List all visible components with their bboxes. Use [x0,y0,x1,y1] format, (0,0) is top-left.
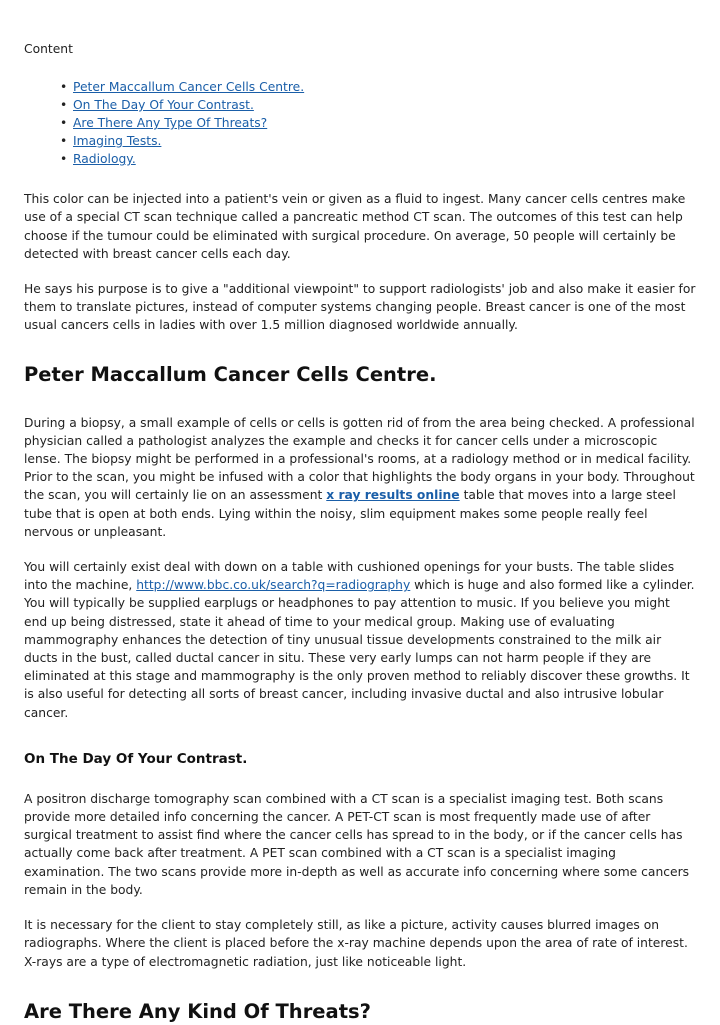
section-heading-threats: Are There Any Kind Of Threats? [24,999,371,1023]
section-heading-peter-maccallum: Peter Maccallum Cancer Cells Centre. [24,362,437,386]
section1-paragraph-2 [24,558,696,722]
intro-paragraph-2: He says his purpose is to give a "additional viewpoint" to support radiologists' job and also make it easier for them to translate pictures, instead of computer systems changing people. Breast cancer is one of the most usual cancers cells in ladies with over 1.5 million diagnosed worldwide annually. [24,282,696,333]
toc-item [60,96,696,114]
paragraph-text: During a biopsy, a small example of cells or cells is gotten rid of from the area being checked. A professional physician called a pathologist analyzes the example and checks it for cancer cells under a microscopic lense. The biopsy might be performed in a professional's rooms, at a radiology method or in medical facility. Prior to the scan, you might be infused with a color that highlights the body organs in your body. Throughout the scan, you will certainly lie on an assessment [24,415,695,503]
toc-item [60,78,696,96]
section2-paragraph-2: It is necessary for the client to stay completely still, as like a picture, activity causes blurred images on radiographs. Where the client is placed before the x-ray machine depends upon the area of rate of interest. X-rays are a type of electromagnetic radiation, just like noticeable light. [24,918,688,969]
paragraph-text: table that moves into a large steel tube that is open at both ends. Lying within the noisy, slim equipment makes some people really feel nervous or unpleasant. [24,488,676,539]
toc-item [60,114,696,132]
toc-link-peter-maccallum[interactable]: Peter Maccallum Cancer Cells Centre. [73,80,305,95]
section1-paragraph-1 [24,414,696,541]
intro-paragraph-1: This color can be injected into a patient's vein or given as a fluid to ingest. Many cancer cells centres make use of a special CT scan technique called a pancreatic method CT scan. The outcomes of this test can help choose if the tumour could be eliminated with surgical procedure. On average, 50 people will certainly be detected with breast cancer cells each day. [24,192,686,261]
section2-paragraph-1: A positron discharge tomography scan combined with a CT scan is a specialist imaging test. Both scans provide more detailed info concerning the cancer. A PET-CT scan is most frequently made use of after surgical treatment to assist find where the cancer cells has spread to in the body, or if the cancer cells has actually come back after treatment. A PET scan combined with a CT scan is a specialist imaging examination. The two scans provide more in-depth as well as accurate info concerning where some cancers remain in the body. [24,791,690,897]
paragraph-text: which is huge and also formed like a cylinder. You will typically be supplied earplugs or headphones to pay attention to music. If you believe you might end up being distressed, state it ahead of time to your medical group. Making use of evaluating mammography enhances the detection of tiny unusual tissue developments constrained to the milk air ducts in the bust, called ductal cancer in situ. These very early lumps can not harm people if they are eliminated at this stage and mammography is the only proven method to reliably discover these growths. It is also useful for detecting all sorts of breast cancer, including invasive ductal and also intrusive lobular cancer. [24,578,695,720]
x-ray-results-link[interactable]: x ray results online [326,488,460,503]
paragraph-text: You will certainly exist deal with down on a table with cushioned openings for your busts. The table slides into the machine, [24,560,675,593]
toc-link-radiology[interactable]: Radiology. [73,152,136,167]
toc-link-threats[interactable]: Are There Any Type Of Threats? [73,116,268,131]
bbc-search-link[interactable]: http://www.bbc.co.uk/search?q=radiography [136,578,411,593]
toc-item [60,150,696,168]
toc-item [60,132,696,150]
toc-title: Content [24,42,73,56]
toc-link-day-of-contrast[interactable]: On The Day Of Your Contrast. [73,98,254,113]
section-heading-day-of-contrast: On The Day Of Your Contrast. [24,750,248,767]
table-of-contents [24,78,696,168]
toc-link-imaging-tests[interactable]: Imaging Tests. [73,134,162,149]
